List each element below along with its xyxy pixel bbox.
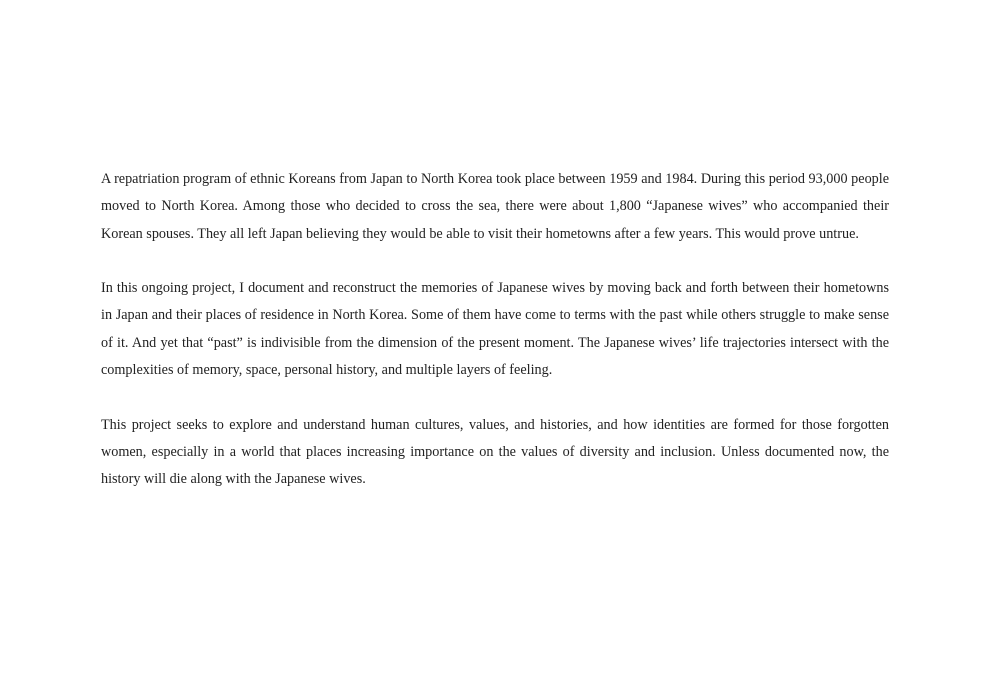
body-text xyxy=(101,166,889,494)
paragraph-ongoing-project: In this ongoing project, I document and reconstruct the memories of Japanese wives by moving back and forth between their hometowns in Japan and their places of residence in North Korea. Some of them have come to terms with the past while others struggle to make sense of it. And yet that “past” is indivisible from the dimension of the present moment. The Japanese wives’ life trajectories intersect with the complexities of memory, space, personal history, and multiple layers of feeling. xyxy=(101,280,889,379)
paragraph-repatriation: A repatriation program of ethnic Koreans from Japan to North Korea took place between 1959 and 1984. During this period 93,000 people moved to North Korea. Among those who decided to cross the sea, there were about 1,800 “Japanese wives” who accompanied their Korean spouses. They all left Japan believing they would be able to visit their hometowns after a few years. This would prove untrue. xyxy=(101,171,889,242)
paragraph-project-aims: This project seeks to explore and understand human cultures, values, and histories, and how identities are formed for those forgotten women, especially in a world that places increasing importance on the values of diversity and inclusion. Unless documented now, the history will die along with the Japanese wives. xyxy=(101,416,889,488)
